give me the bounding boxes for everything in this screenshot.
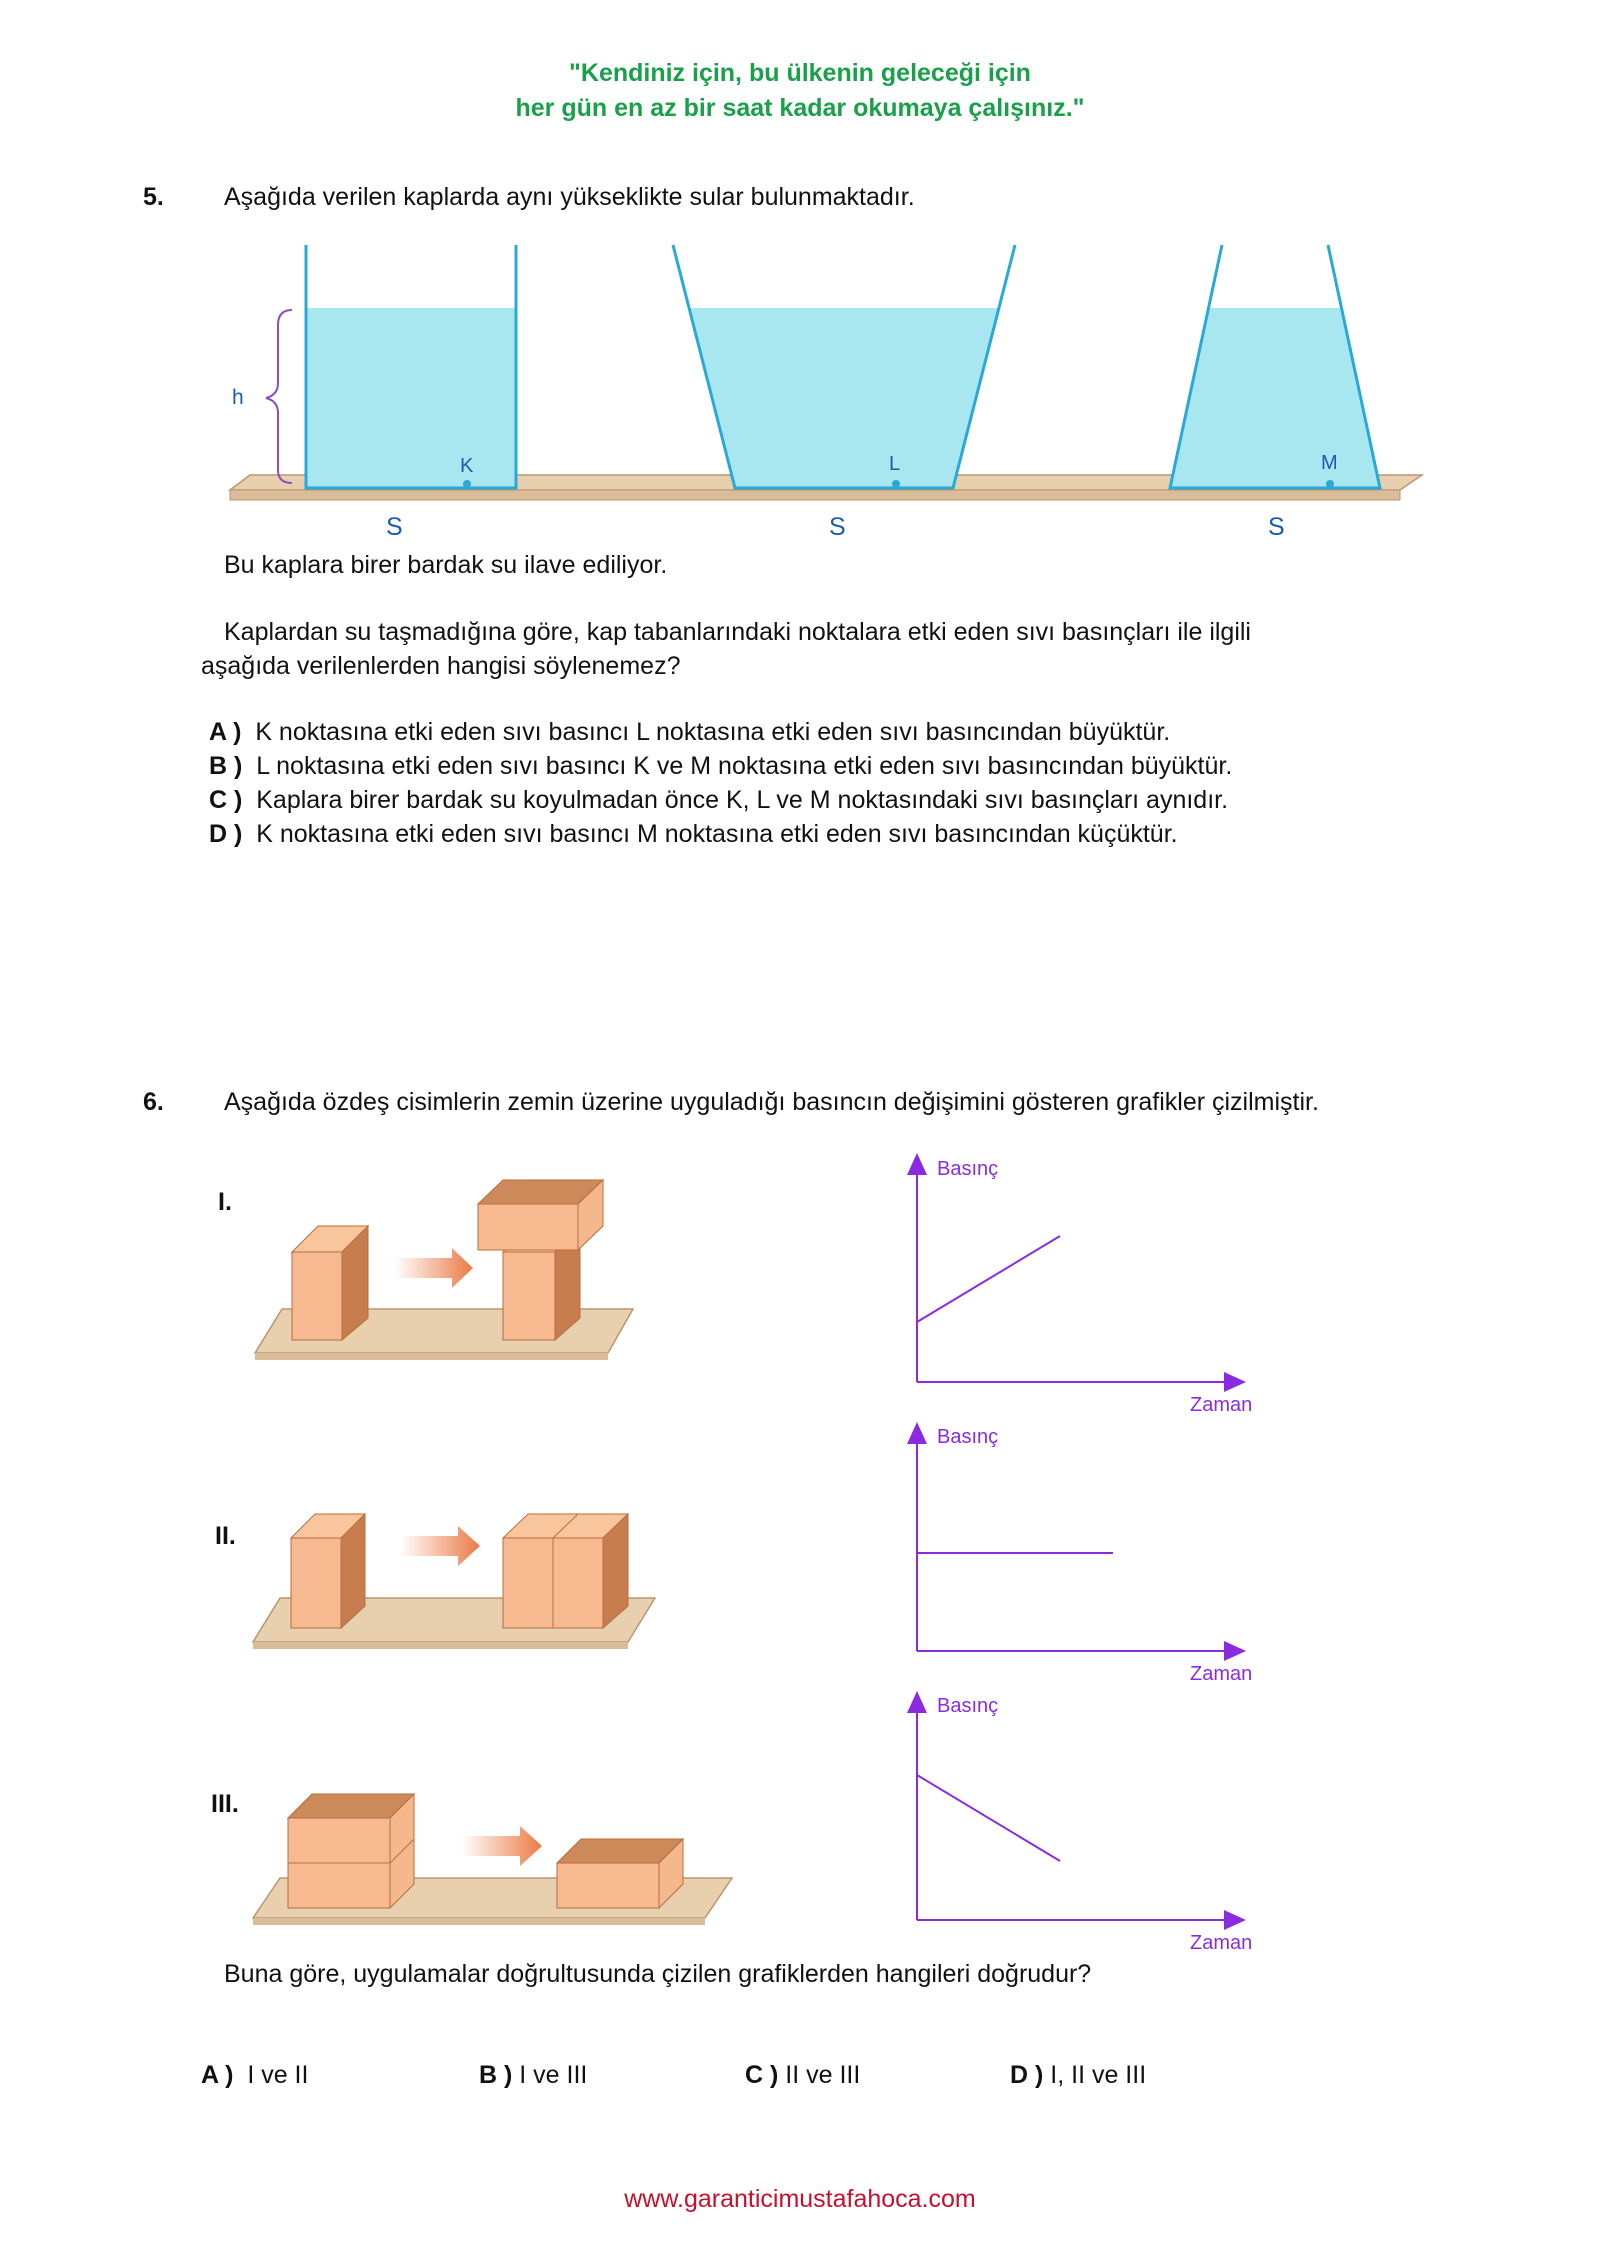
point-l-label: L [889, 453, 901, 475]
point-l [892, 480, 900, 488]
q6-option-c-letter: C ) [745, 2061, 779, 2089]
q6-option-c[interactable] [745, 2058, 860, 2092]
q5-option-b[interactable] [209, 749, 1232, 783]
case-3-label: III. [211, 1790, 239, 1818]
pressure-graphs [880, 1150, 1280, 1960]
case-2-illustration [253, 1514, 655, 1649]
q6-option-a-letter: A ) [201, 2061, 234, 2089]
q5-option-b-text: L noktasına etki eden sıvı basıncı K ve M noktasına etki eden sıvı basıncından büyüktür. [256, 752, 1233, 780]
q5-option-d-text: K noktasına etki eden sıvı basıncı M noktasına etki eden sıvı basıncından küçüktür. [256, 820, 1178, 848]
question-6-number: 6. [143, 1088, 164, 1116]
q5-option-a[interactable] [209, 715, 1170, 749]
q6-option-b-letter: B ) [479, 2061, 513, 2089]
graph-2-xlabel: Zaman [1190, 1663, 1253, 1685]
area-label-m: S [1268, 513, 1285, 541]
q6-option-d-text: I, II ve III [1050, 2061, 1147, 2089]
containers-figure [200, 235, 1440, 555]
case-1-label: I. [218, 1188, 232, 1216]
graph-1-line [917, 1236, 1060, 1322]
question-5-line3b: aşağıda verilenlerden hangisi söylenemez? [201, 652, 681, 680]
q5-option-a-letter: A ) [209, 718, 242, 746]
graph-1-xlabel: Zaman [1190, 1394, 1253, 1416]
graph-3 [917, 1695, 1252, 1954]
footer-link[interactable]: www.garanticimustafahoca.com [624, 2185, 976, 2213]
board-edge [230, 490, 1400, 500]
question-6-question: Buna göre, uygulamalar doğrultusunda çizilen grafiklerden hangileri doğrudur? [224, 1960, 1092, 1988]
question-5-stem: Aşağıda verilen kaplarda aynı yükseklikte sular bulunmaktadır. [224, 183, 915, 211]
graph-3-ylabel: Basınç [937, 1695, 999, 1717]
point-k-label: K [460, 455, 474, 477]
water-k [306, 308, 516, 488]
quote-line-2: her gün en az bir saat kadar okumaya çalışınız." [515, 94, 1085, 122]
q5-option-d-letter: D ) [209, 820, 243, 848]
q6-option-d[interactable] [1010, 2058, 1146, 2092]
point-m [1326, 480, 1334, 488]
graph-3-line [917, 1775, 1060, 1861]
graph-2-ylabel: Basınç [937, 1426, 999, 1448]
point-m-label: M [1321, 452, 1338, 474]
question-5-number: 5. [143, 183, 164, 211]
question-6-stem: Aşağıda özdeş cisimlerin zemin üzerine uyguladığı basıncın değişimini gösteren grafikler çizilmiştir. [224, 1088, 1319, 1116]
q6-option-c-text: II ve III [785, 2061, 861, 2089]
quote-line-1: "Kendiniz için, bu ülkenin geleceği için [569, 59, 1031, 87]
block-illustrations [240, 1160, 740, 1930]
q6-option-b-text: I ve III [519, 2061, 588, 2089]
q5-option-b-letter: B ) [209, 752, 243, 780]
graph-2 [917, 1426, 1252, 1685]
area-label-l: S [829, 513, 846, 541]
q5-option-c[interactable] [209, 783, 1228, 817]
graph-3-xlabel: Zaman [1190, 1932, 1253, 1954]
case-2-label: II. [215, 1522, 236, 1550]
q6-option-b[interactable] [479, 2058, 587, 2092]
water-l [690, 308, 1000, 488]
q6-option-d-letter: D ) [1010, 2061, 1044, 2089]
question-5-line3a: Kaplardan su taşmadığına göre, kap tabanlarındaki noktalara etki eden sıvı basınçları ile ilgili [224, 618, 1251, 646]
question-5-line2: Bu kaplara birer bardak su ilave ediliyor. [224, 551, 668, 579]
q6-option-a[interactable] [201, 2058, 308, 2092]
q5-option-c-letter: C ) [209, 786, 243, 814]
graph-1 [917, 1158, 1252, 1416]
case-3-illustration [253, 1794, 732, 1925]
case-1-illustration [255, 1180, 633, 1360]
height-brace [266, 310, 292, 483]
graph-1-ylabel: Basınç [937, 1158, 999, 1180]
q5-option-d[interactable] [209, 817, 1178, 851]
area-label-k: S [386, 513, 403, 541]
q6-option-a-text: I ve II [247, 2061, 309, 2089]
height-label: h [232, 386, 244, 409]
q5-option-a-text: K noktasına etki eden sıvı basıncı L noktasına etki eden sıvı basıncından büyüktür. [255, 718, 1171, 746]
q5-option-c-text: Kaplara birer bardak su koyulmadan önce K, L ve M noktasındaki sıvı basınçları aynıdır. [256, 786, 1229, 814]
point-k [463, 480, 471, 488]
